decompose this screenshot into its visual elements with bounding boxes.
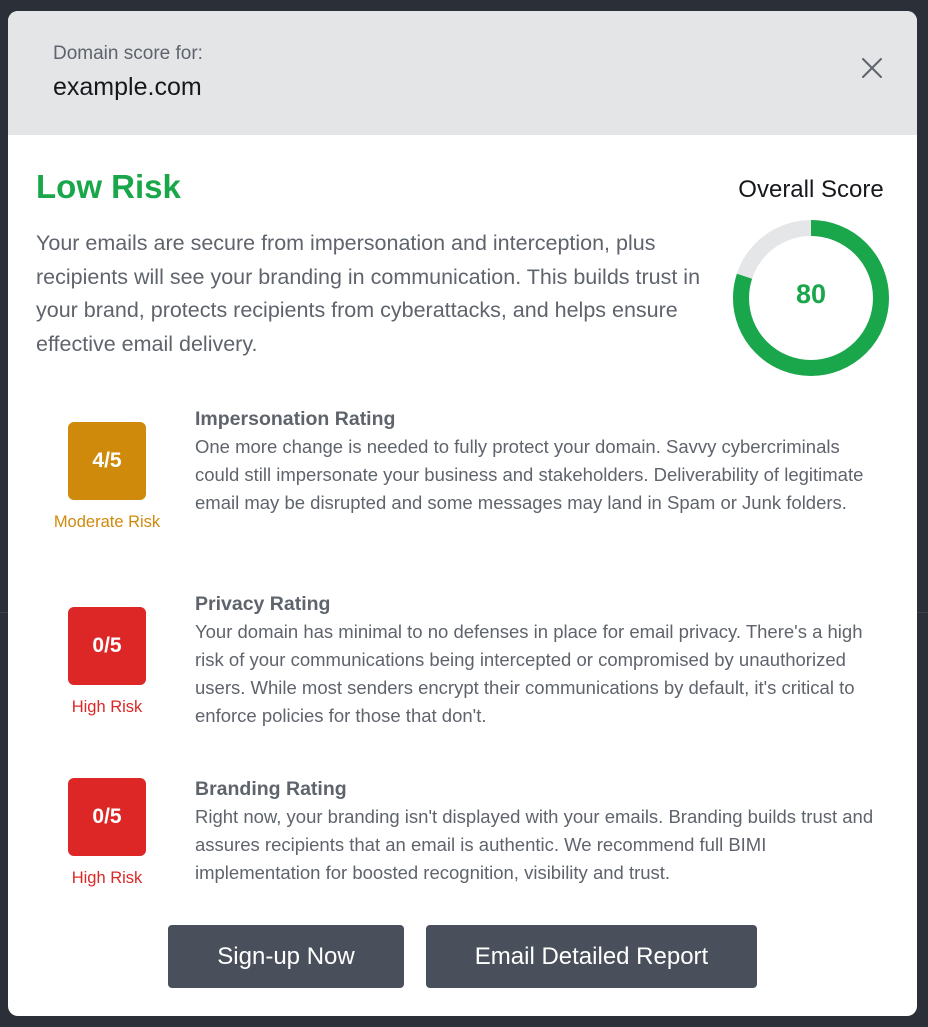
branding-risk-label: High Risk (71, 869, 143, 887)
branding-rating-title: Branding Rating (195, 778, 347, 800)
close-icon (857, 53, 887, 83)
domain-name: example.com (53, 73, 202, 101)
branding-rating-body: Right now, your branding isn't displayed with your emails. Branding builds trust and assures recipients that an email is authentic. We recommend full BIMI implementation for boosted recognition, visibility and trust. (195, 806, 874, 883)
impersonation-rating-title: Impersonation Rating (195, 408, 396, 430)
privacy-rating-title: Privacy Rating (195, 593, 331, 615)
close-button[interactable] (857, 53, 887, 83)
overall-score-value: 80 (795, 279, 827, 309)
modal-header (8, 11, 917, 135)
privacy-score-badge: 0/5 (68, 607, 146, 685)
privacy-rating-body: Your domain has minimal to no defenses in place for email privacy. There's a high risk of your communications being intercepted or compromised by unauthorized users. While most senders encrypt their communications by default, it's critical to enforce policies for those that don't. (195, 621, 863, 726)
risk-description: Your emails are secure from impersonation and interception, plus recipients will see your branding in communication. This builds trust in your brand, protects recipients from cyberattacks, and helps ensure effective email delivery. (36, 231, 701, 356)
domain-score-modal (8, 11, 917, 1016)
impersonation-risk-label: Moderate Risk (53, 513, 161, 531)
impersonation-rating-body: One more change is needed to fully protect your domain. Savvy cybercriminals could still impersonate your business and stakeholders. Deliverability of legitimate email may be disrupted and some messages may land in Spam or Junk folders. (195, 436, 864, 513)
email-report-button[interactable]: Email Detailed Report (426, 925, 757, 988)
privacy-risk-label: High Risk (71, 698, 143, 716)
risk-level-heading: Low Risk (36, 168, 181, 205)
header-caption: Domain score for: (53, 43, 203, 64)
overall-score-label: Overall Score (738, 176, 884, 203)
impersonation-score-badge: 4/5 (68, 422, 146, 500)
branding-score-badge: 0/5 (68, 778, 146, 856)
signup-button[interactable]: Sign-up Now (168, 925, 404, 988)
